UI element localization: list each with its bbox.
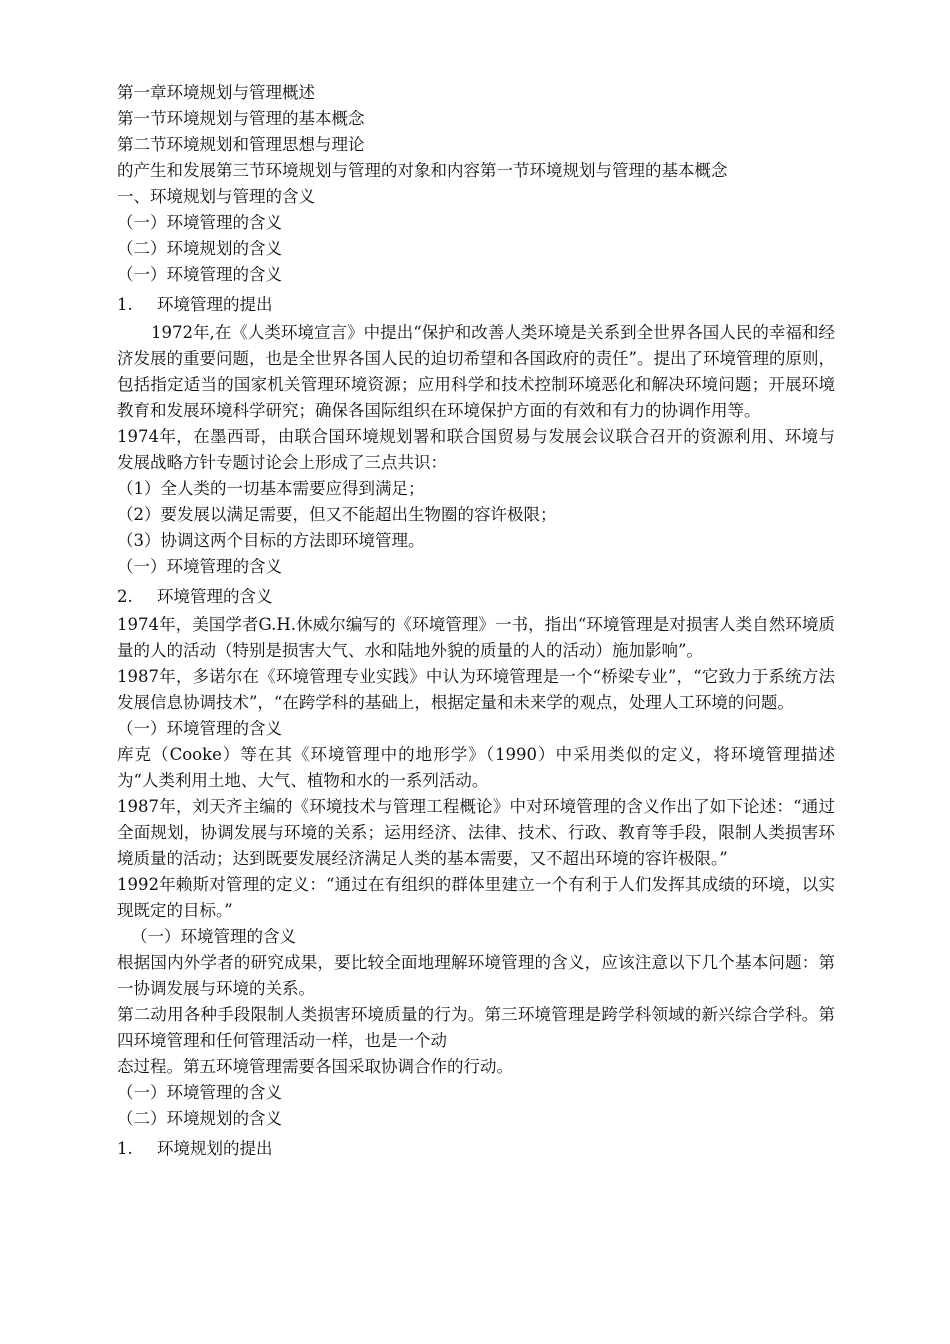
item-number: 2. [117, 587, 133, 606]
subheading-planning-meaning: （二）环境规划的含义 [117, 239, 282, 258]
list-item: （1）全人类的一切基本需要应得到满足； [117, 479, 425, 498]
paragraph: 1987年，多诺尔在《环境管理专业实践》中认为环境管理是一个“桥梁专业”，“它致力于系统方法发展信息协调技术”，“在跨学科的基础上，根据定量和未来学的观点，处理人工环境的问题。 [117, 667, 835, 712]
subheading-management-meaning: （一）环境管理的含义 [117, 265, 282, 284]
numbered-heading [117, 292, 835, 318]
paragraph: 1987年，刘天齐主编的《环境技术与管理工程概论》中对环境管理的含义作出了如下论述：“通过全面规划，协调发展与环境的关系；运用经济、法律、技术、行政、教育等手段，限制人类损害环境质量的活动；达到既要发展经济满足人类的基本需要，又不超出环境的容许极限。” [117, 797, 835, 868]
list-item: （2）要发展以满足需要，但又不能超出生物圈的容许极限； [117, 505, 557, 524]
subheading-management-meaning: （一）环境管理的含义 [131, 927, 296, 946]
toc-line-section-3: 的产生和发展第三节环境规划与管理的对象和内容第一节环境规划与管理的基本概念 [117, 161, 728, 180]
document-body [117, 80, 835, 1164]
paragraph: 库克（Cooke）等在其《环境管理中的地形学》（1990）中采用类似的定义，将环境管理描述为“人类利用土地、大气、植物和水的一系列活动。 [117, 745, 835, 790]
subheading-management-meaning: （一）环境管理的含义 [117, 719, 282, 738]
chapter-title: 第一章环境规划与管理概述 [117, 83, 315, 102]
item-text: 环境管理的含义 [157, 587, 273, 606]
heading-meaning: 一、环境规划与管理的含义 [117, 187, 315, 206]
item-number: 1. [117, 1139, 133, 1158]
paragraph: 1974年，在墨西哥，由联合国环境规划署和联合国贸易与发展会议联合召开的资源利用、环境与发展战略方针专题讨论会上形成了三点共识： [117, 427, 835, 472]
item-number: 1. [117, 295, 133, 314]
numbered-heading [117, 1136, 835, 1162]
subheading-management-meaning: （一）环境管理的含义 [117, 1083, 282, 1102]
subheading-management-meaning: （一）环境管理的含义 [117, 213, 282, 232]
toc-line-section-2: 第二节环境规划和管理思想与理论 [117, 135, 365, 154]
paragraph: 1974年，美国学者G.H.休威尔编写的《环境管理》一书，指出“环境管理是对损害人类自然环境质量的人的活动（特别是损害大气、水和陆地外貌的质量的人的活动）施加影响”。 [117, 615, 835, 660]
paragraph: 1992年赖斯对管理的定义：“通过在有组织的群体里建立一个有利于人们发挥其成绩的环境，以实现既定的目标。” [117, 875, 835, 920]
item-text: 环境管理的提出 [157, 295, 273, 314]
subheading-planning-meaning: （二）环境规划的含义 [117, 1109, 282, 1128]
item-text: 环境规划的提出 [157, 1139, 273, 1158]
subheading-management-meaning: （一）环境管理的含义 [117, 557, 282, 576]
paragraph: 1972年,在《人类环境宣言》中提出“保护和改善人类环境是关系到全世界各国人民的幸福和经济发展的重要问题，也是全世界各国人民的迫切希望和各国政府的责任”。提出了环境管理的原则，包括指定适当的国家机关管理环境资源；应用科学和技术控制环境恶化和解决环境问题；开展环境教育和发展环境科学研究；确保各国际组织在环境保护方面的有效和有力的协调作用等。 [117, 323, 835, 420]
paragraph: 态过程。第五环境管理需要各国采取协调合作的行动。 [117, 1057, 513, 1076]
paragraph: 第二动用各种手段限制人类损害环境质量的行为。第三环境管理是跨学科领域的新兴综合学科。第四环境管理和任何管理活动一样，也是一个动 [117, 1005, 835, 1050]
list-item: （3）协调这两个目标的方法即环境管理。 [117, 531, 425, 550]
toc-line-section-1: 第一节环境规划与管理的基本概念 [117, 109, 365, 128]
paragraph: 根据国内外学者的研究成果，要比较全面地理解环境管理的含义，应该注意以下几个基本问题：第一协调发展与环境的关系。 [117, 953, 835, 998]
numbered-heading [117, 584, 835, 610]
